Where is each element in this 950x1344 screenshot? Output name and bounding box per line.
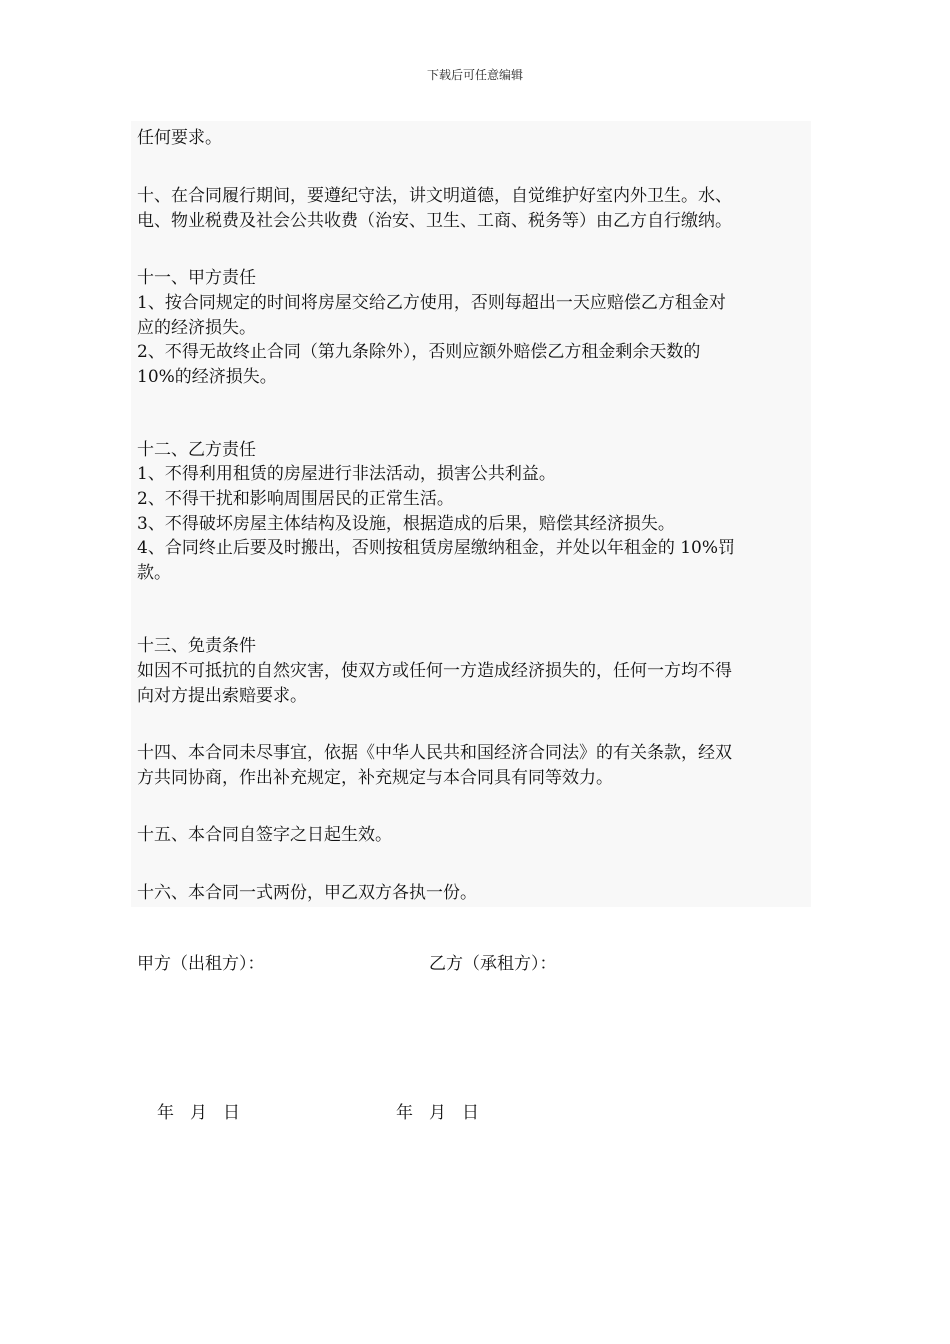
clause-12-item-1: 1、不得利用租赁的房屋进行非法活动，损害公共利益。 — [137, 464, 556, 484]
clause-13-line-2: 向对方提出索赔要求。 — [137, 686, 307, 706]
clause-13-title: 十三、免责条件 — [137, 636, 256, 656]
party-b-date-day: 日 — [462, 1103, 479, 1123]
clause-11-item-1-line-1: 1、按合同规定的时间将房屋交给乙方使用，否则每超出一天应赔偿乙方租金对 — [137, 293, 726, 313]
clause-9-tail: 任何要求。 — [137, 128, 222, 148]
clause-12-item-4-line-2: 款。 — [137, 563, 171, 583]
clause-11-item-2-line-2: 10%的经济损失。 — [137, 367, 277, 387]
clause-12-title: 十二、乙方责任 — [137, 440, 256, 460]
party-b-label: 乙方（承租方）： — [429, 954, 557, 974]
clause-10-line-2: 电、物业税费及社会公共收费（治安、卫生、工商、税务等）由乙方自行缴纳。 — [137, 211, 732, 231]
clause-12-item-3: 3、不得破坏房屋主体结构及设施，根据造成的后果，赔偿其经济损失。 — [137, 514, 675, 534]
clause-14-line-1: 十四、本合同未尽事宜，依据《中华人民共和国经济合同法》的有关条款，经双 — [137, 743, 732, 763]
clause-16: 十六、本合同一式两份，甲乙双方各执一份。 — [137, 883, 477, 903]
clause-11-item-1-line-2: 应的经济损失。 — [137, 318, 256, 338]
header-note: 下载后可任意编辑 — [426, 68, 523, 82]
party-b-date-month: 月 — [429, 1103, 446, 1123]
clause-15: 十五、本合同自签字之日起生效。 — [137, 825, 392, 845]
clause-11-item-2-line-1: 2、不得无故终止合同（第九条除外），否则应额外赔偿乙方租金剩余天数的 — [137, 342, 701, 362]
party-a-date-year: 年 — [157, 1103, 174, 1123]
clause-12-item-4-line-1: 4、合同终止后要及时搬出，否则按租赁房屋缴纳租金，并处以年租金的 10%罚 — [137, 538, 736, 558]
clause-10-line-1: 十、在合同履行期间，要遵纪守法，讲文明道德，自觉维护好室内外卫生。水、 — [137, 186, 732, 206]
clause-14-line-2: 方共同协商，作出补充规定，补充规定与本合同具有同等效力。 — [137, 768, 613, 788]
party-a-date-month: 月 — [190, 1103, 207, 1123]
party-b-date-year: 年 — [396, 1103, 413, 1123]
party-a-label: 甲方（出租方）： — [137, 954, 265, 974]
clause-12-item-2: 2、不得干扰和影响周围居民的正常生活。 — [137, 489, 454, 509]
clause-11-title: 十一、甲方责任 — [137, 268, 256, 288]
clause-13-line-1: 如因不可抵抗的自然灾害，使双方或任何一方造成经济损失的，任何一方均不得 — [137, 661, 732, 681]
party-a-date-day: 日 — [223, 1103, 240, 1123]
